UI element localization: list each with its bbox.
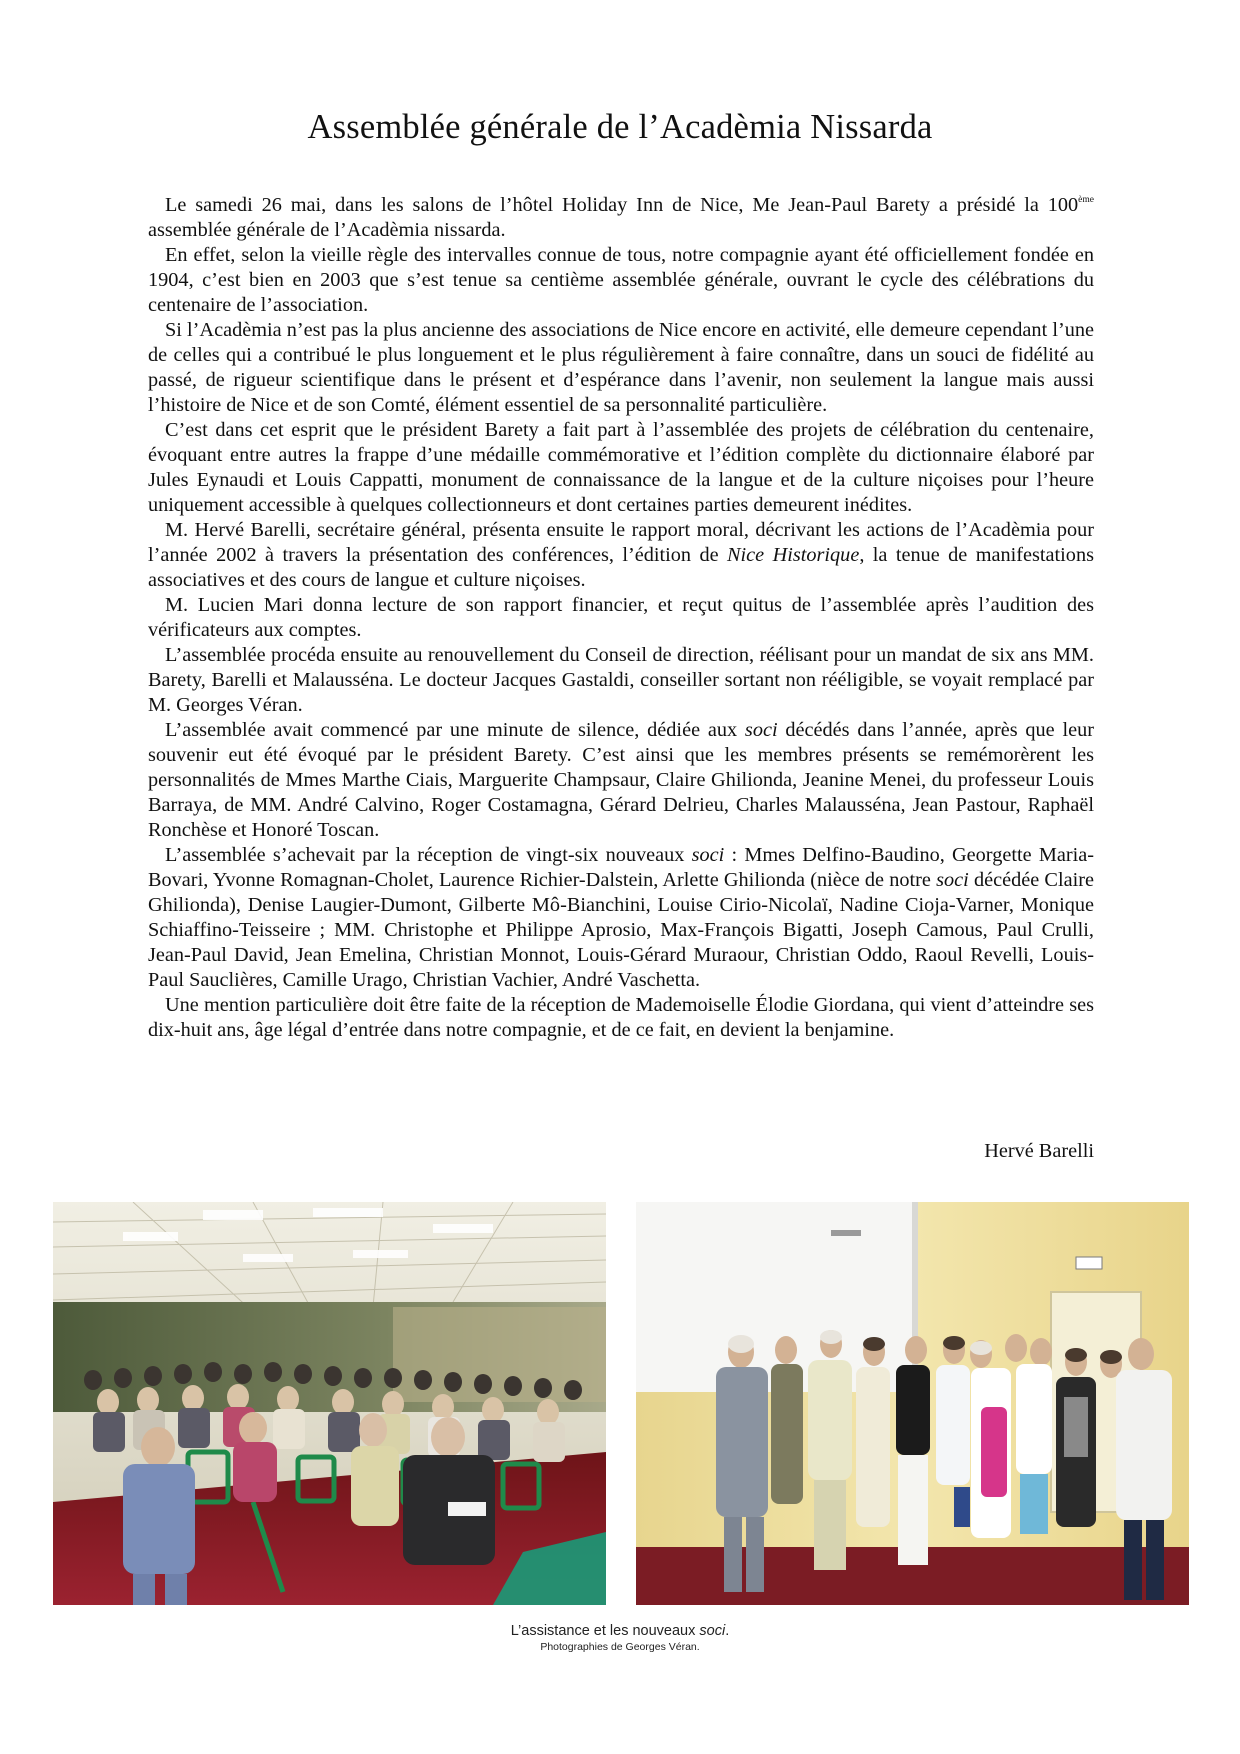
caption-italic-term: soci	[699, 1623, 726, 1639]
paragraph-text: L’assemblée s’achevait par la réception de vingt-six nouveaux	[165, 844, 692, 866]
italic-term: soci	[691, 844, 725, 866]
audience-photo	[53, 1202, 606, 1605]
paragraph-text: décédée Claire Ghilionda), Denise Laugier-Dumont, Gilberte Mô-Bianchini, Louise Cirio-Nicolaï, Nadine Cioja-Varner, Monique Schiaffino-Teisseire ; MM. Christophe et Philippe Aprosio, Max-François Bigatti, Joseph Camous, Paul Crulli, Jean-Paul David, Jean Emelina, Christian Monnot, Louis-Gérard Muraour, Christian Oddo, Raoul Revelli, Louis-Paul Sauclières, Camille Urago, Christian Vachier, André Vaschetta.	[148, 869, 1094, 991]
paragraph: C’est dans cet esprit que le président Barety a fait part à l’assemblée des projets de célébration du centenaire, évoquant entre autres la frappe d’une médaille commémorative et l’édition complète du dictionnaire élaboré par Jules Eynaudi et Louis Cappatti, monument de connaissance de la langue et de la culture niçoises pour l’heure uniquement accessible à quelques collectionneurs et dont certaines parties demeurent inédites.	[148, 419, 1094, 516]
paragraph: L’assemblée procéda ensuite au renouvellement du Conseil de direction, réélisant pour un mandat de six ans MM. Barety, Barelli et Malausséna. Le docteur Jacques Gastaldi, conseiller sortant non rééligible, se voyait remplacé par M. Georges Véran.	[148, 644, 1094, 716]
new-members-photo	[636, 1202, 1189, 1605]
italic-term: soci	[744, 719, 778, 741]
new-members-photo-drawing	[636, 1202, 1189, 1605]
paragraph: En effet, selon la vieille règle des intervalles connue de tous, notre compagnie ayant été officiellement fondée en 1904, c’est bien en 2003 que s’est tenue sa centième assemblée générale, ouvrant le cycle des célébrations du centenaire de l’association.	[148, 244, 1094, 316]
audience-photo-drawing	[53, 1202, 606, 1605]
paragraph	[148, 518, 1094, 593]
caption-text-part: .	[725, 1623, 730, 1639]
paragraph-text: : Mmes Delfino-Baudino, Georgette Maria-Bovari, Yvonne Romagnan-Cholet, Laurence Richier-Dalstein, Arlette Ghilionda (nièce de notre	[148, 844, 1094, 891]
caption-text	[0, 1622, 1240, 1640]
paragraph-text: décédés dans l’année, après que leur souvenir eut été évoqué par le président Barety. C’est ainsi que les membres présents se remémorèrent les personnalités de Mmes Marthe Ciais, Marguerite Champsaur, Claire Ghilionda, Jeanine Menei, du professeur Louis Barraya, de MM. André Calvino, Roger Costamagna, Gérard Delrieu, Charles Malausséna, Jean Pastour, Raphaël Ronchèse et Honoré Toscan.	[148, 719, 1094, 841]
paragraph	[148, 193, 1094, 243]
paragraph	[148, 718, 1094, 843]
author-signature: Hervé Barelli	[984, 1140, 1094, 1162]
photo-caption	[0, 1622, 1240, 1655]
paragraph	[148, 843, 1094, 993]
paragraph: M. Lucien Mari donna lecture de son rapport financier, et reçut quitus de l’assemblée après l’audition des vérificateurs aux comptes.	[148, 594, 1094, 641]
paragraph: Si l’Acadèmia n’est pas la plus ancienne des associations de Nice encore en activité, elle demeure cependant l’une de celles qui a contribué le plus longuement et le plus régulièrement à faire connaître, dans un souci de fidélité au passé, de rigueur scientifique dans le présent et d’espérance dans l’avenir, non seulement la langue mais aussi l’histoire de Nice et de son Comté, élément essentiel de sa personnalité particulière.	[148, 319, 1094, 416]
italic-term: soci	[936, 869, 969, 891]
photo-credit: Photographies de Georges Véran.	[540, 1641, 700, 1653]
paragraph: Une mention particulière doit être faite de la réception de Mademoiselle Élodie Giordana, qui vient d’atteindre ses dix-huit ans, âge légal d’entrée dans notre compagnie, et de ce fait, en devient la benjamine.	[148, 994, 1094, 1041]
paragraph-text: Le samedi 26 mai, dans les salons de l’hôtel Holiday Inn de Nice, Me Jean-Paul Barety a présidé la 100	[165, 194, 1079, 216]
paragraph-text: L’assemblée avait commencé par une minute de silence, dédiée aux	[165, 719, 745, 741]
article-title: Assemblée générale de l’Acadèmia Nissarda	[307, 108, 933, 146]
superscript-ordinal: ème	[1078, 195, 1094, 205]
article-body	[148, 193, 1094, 1043]
paragraph-text: assemblée générale de l’Acadèmia nissarda.	[148, 219, 506, 241]
caption-text-part: L’assistance et les nouveaux	[510, 1623, 700, 1639]
journal-title: Nice Historique	[727, 544, 860, 566]
paragraph-text: M. Hervé Barelli, secrétaire général, présenta ensuite le rapport moral, décrivant les actions de l’Acadèmia pour l’année 2002 à travers la présentation des conférences, l’édition de	[148, 519, 1094, 566]
paragraph-text: , la tenue de manifestations associatives et des cours de langue et culture niçoises.	[148, 544, 1094, 591]
